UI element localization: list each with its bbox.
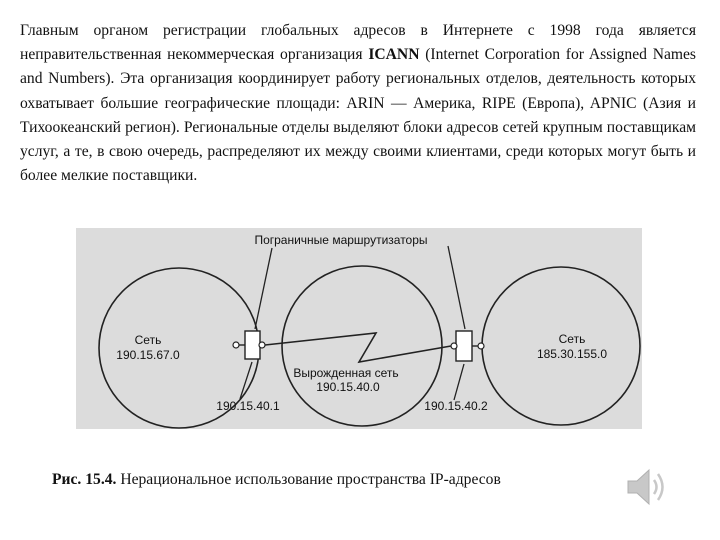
left-network-address: 190.15.67.0 [116,348,180,362]
left-network-label: Сеть [134,333,162,347]
middle-network-circle [282,266,442,426]
caption-number: Рис. 15.4. [52,471,117,488]
pointer-right-router [448,246,465,329]
border-routers-label: Пограничные маршрутизаторы [254,233,428,247]
middle-network-label: Вырожденная сеть [293,366,399,380]
right-router-port [451,343,457,349]
paragraph-text-2: (Internet Corporation for Assigned Names and Numbers). Эта организация координирует работу региональных отделов, деятельность которых охватывает большие географические площади: ARIN — Америка, RIPE (Европа), APNIC (Азия и Тихоокеанский регион). Региональные отделы выделяют блоки адресов сетей крупным поставщикам услуг, а те, в свою очередь, распределяют их между своими клиентами, среди которых могут быть и более мелкие поставщики. [20,46,697,185]
speaker-body [628,470,649,504]
point-to-point-link [265,333,451,362]
right-router-address: 190.15.40.2 [424,399,488,413]
right-network-circle [482,267,640,425]
speaker-wave-small [654,480,657,494]
left-router [245,331,260,359]
figure-caption [52,470,652,490]
speaker-icon-graphic [622,462,672,512]
left-router-address: 190.15.40.1 [216,399,280,413]
right-network-label: Сеть [558,332,586,346]
middle-network-address: 190.15.40.0 [316,380,380,394]
network-figure [76,228,642,429]
pointer-right-address [454,364,464,400]
left-router-port-2 [259,342,265,348]
body-paragraph [20,19,696,188]
network-diagram [76,228,642,429]
paragraph-text-1: Главным органом регистрации глобальных адресов в Интернете с 1998 года является неправительственная некоммерческая организация [20,22,696,64]
speaker-wave-large [658,474,663,500]
caption-text: Нерациональное использование пространства IP-адресов [116,471,501,488]
speaker-icon[interactable] [622,462,672,512]
right-network-address: 185.30.155.0 [536,347,608,361]
icann-term: ICANN [368,46,420,64]
pointer-left-address [240,362,252,399]
right-router-port-2 [478,343,484,349]
pointer-left-router [255,248,272,329]
left-router-port [233,342,239,348]
right-router [456,331,472,361]
